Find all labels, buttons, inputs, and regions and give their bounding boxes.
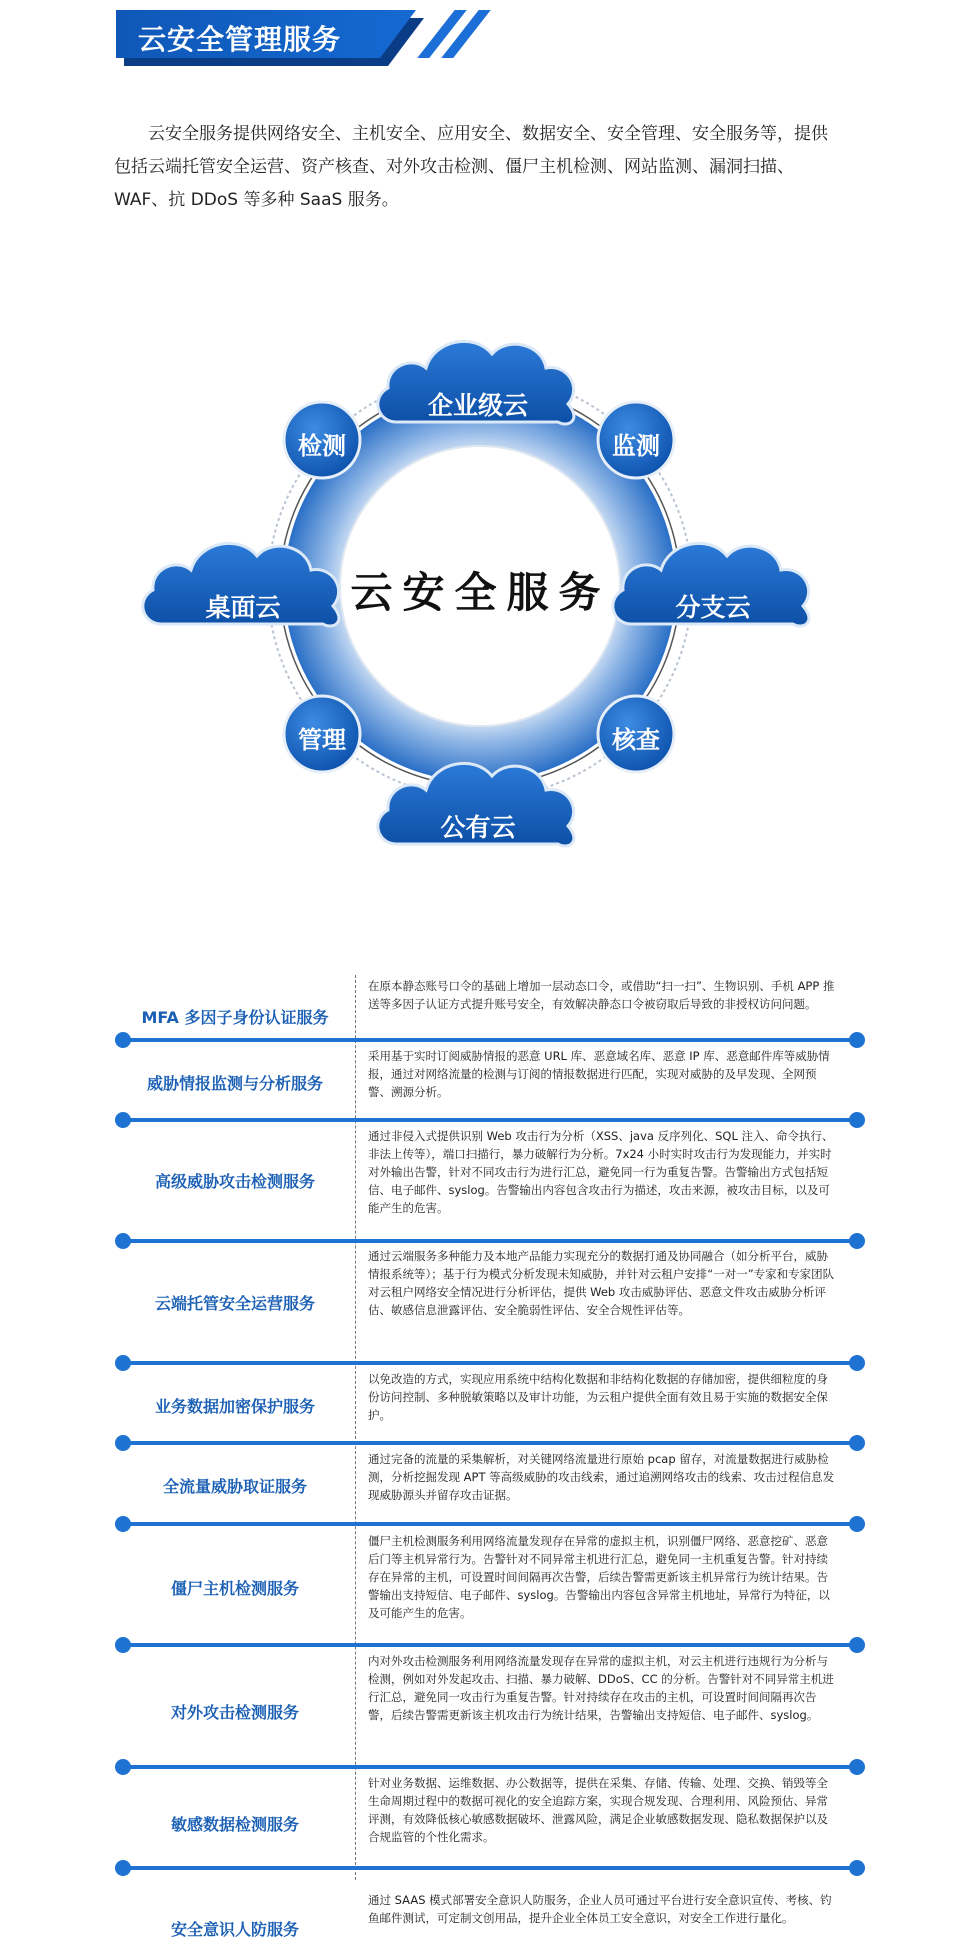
- service-name: 全流量威胁取证服务: [162, 1477, 307, 1496]
- service-desc: 在原本静态账号口令的基础上增加一层动态口令，或借助“扫一扫”、生物识别、手机 APP 推送等多因子认证方式提升账号安全，有效解决静态口令被窃取后导致的非授权访问问题。: [368, 979, 835, 1011]
- service-desc: 通过 SAAS 模式部署安全意识人防服务，企业人员可通过平台进行安全意识宣传、考核、钓鱼邮件测试，可定制文创用品，提升企业全体员工安全意识，对安全工作进行量化。: [368, 1893, 832, 1925]
- page-title: 云安全管理服务: [138, 23, 342, 56]
- service-name: 僵尸主机检测服务: [170, 1579, 299, 1598]
- circle-label-detect: 检测: [298, 432, 346, 460]
- intro-paragraph: 云安全服务提供网络安全、主机安全、应用安全、数据安全、安全管理、安全服务等，提供包括云端托管安全运营、资产核查、对外攻击检测、僵尸主机检测、网站监测、漏洞扫描、WAF、抗 DDoS 等多种 SaaS 服务。: [114, 124, 828, 210]
- row-separator: [122, 1441, 858, 1445]
- service-name: 云端托管安全运营服务: [154, 1294, 315, 1313]
- section-header: [116, 10, 456, 70]
- service-name: 敏感数据检测服务: [170, 1815, 299, 1834]
- row-separator: [122, 1361, 858, 1365]
- row-separator: [122, 1765, 858, 1769]
- cloud-label-branch: 分支云: [675, 593, 751, 622]
- circle-label-verify: 核查: [612, 726, 660, 754]
- service-name: 高级威胁攻击检测服务: [154, 1172, 315, 1191]
- service-desc: 内对外攻击检测服务利用网络流量发现存在异常的虚拟主机，对云主机进行违规行为分析与检测，例如对外发起攻击、扫描、暴力破解、DDoS、CC 的分析。告警针对不同异常主机进行汇总，避免同一攻击行为重复告警。针对持续存在攻击的主机，可设置时间间隔再次告警，后续告警需更新该主机攻击行为统计结果，告警输出支持短信、电子邮件、syslog。: [368, 1654, 834, 1722]
- row-separator: [122, 1038, 858, 1042]
- service-desc: 采用基于实时订阅威胁情报的恶意 URL 库、恶意域名库、恶意 IP 库、恶意邮件库等威胁情报，通过对网络流量的检测与订阅的情报数据进行匹配，实现对威胁的及早发现、全网预警、溯源分析。: [368, 1049, 830, 1099]
- cloud-label-desktop: 桌面云: [205, 593, 281, 622]
- circle-label-manage: 管理: [298, 726, 346, 754]
- service-name: 安全意识人防服务: [170, 1920, 299, 1939]
- row-separator: [122, 1866, 858, 1870]
- service-desc: 僵尸主机检测服务利用网络流量发现存在异常的虚拟主机，识别僵尸网络、恶意挖矿、恶意后门等主机异常行为。告警针对不同异常主机进行汇总，避免同一主机重复告警。针对持续存在异常的主机，可设置时间间隔再次告警，后续告警需更新该主机异常行为统计结果。告警输出支持短信、电子邮件、syslog。告警输出内容包含异常主机地址，异常行为特征，以及可能产生的危害。: [368, 1534, 830, 1620]
- cloud-label-enterprise: 企业级云: [427, 391, 528, 420]
- service-name: 对外攻击检测服务: [170, 1703, 299, 1722]
- row-separator: [122, 1522, 858, 1526]
- row-separator: [122, 1239, 858, 1243]
- row-separator: [122, 1118, 858, 1122]
- cloud-label-public: 公有云: [440, 813, 516, 842]
- service-name: 业务数据加密保护服务: [154, 1397, 315, 1416]
- service-name: 威胁情报监测与分析服务: [146, 1074, 323, 1093]
- service-desc: 以免改造的方式，实现应用系统中结构化数据和非结构化数据的存储加密，提供细粒度的身份访问控制、多种脱敏策略以及审计功能，为云租户提供全面有效且易于实施的数据安全保护。: [368, 1372, 828, 1422]
- circle-label-monitor: 监测: [612, 432, 660, 460]
- service-name: MFA 多因子身份认证服务: [141, 1008, 329, 1027]
- service-desc: 通过非侵入式提供识别 Web 攻击行为分析（XSS、java 反序列化、SQL 注入、命令执行、非法上传等），端口扫描行，暴力破解行为分析。7x24 小时实时攻击行为发现能力，并实时对外输出告警，针对不同攻击行为进行汇总，避免同一行为重复告警。告警输出方式包括短信、电子邮件、syslog。告警输出内容包含攻击行为描述，攻击来源，被攻击目标，以及可能产生的危害。: [368, 1129, 834, 1215]
- service-desc: 针对业务数据、运维数据、办公数据等，提供在采集、存储、传输、处理、交换、销毁等全生命周期过程中的数据可视化的安全追踪方案，实现合规发现、合理利用、风险预估、异常评测，有效降低核心敏感数据破坏、泄露风险，满足企业敏感数据发现、隐私数据保护以及合规监管的个性化需求。: [368, 1776, 828, 1844]
- diagram-center-title: 云安全服务: [350, 568, 611, 617]
- row-separator: [122, 1643, 858, 1647]
- cloud-security-diagram: [0, 290, 961, 870]
- service-desc: 通过完备的流量的采集解析，对关键网络流量进行原始 pcap 留存，对流量数据进行威胁检测，分析挖掘发现 APT 等高级威胁的攻击线索，通过追溯网络攻击的线索、攻击过程信息发现威胁源头并留存攻击证据。: [368, 1452, 835, 1502]
- service-desc: 通过云端服务多种能力及本地产品能力实现充分的数据打通及协同融合（如分析平台，威胁情报系统等）；基于行为模式分析发现未知威胁，并针对云租户安排“一对一”专家和专家团队对云租户网络安全情况进行分析评估，提供 Web 攻击威胁评估、恶意文件攻击威胁分析评估、敏感信息泄露评估、安全脆弱性评估、安全合规性评估等。: [368, 1249, 835, 1317]
- column-divider: [355, 975, 356, 1880]
